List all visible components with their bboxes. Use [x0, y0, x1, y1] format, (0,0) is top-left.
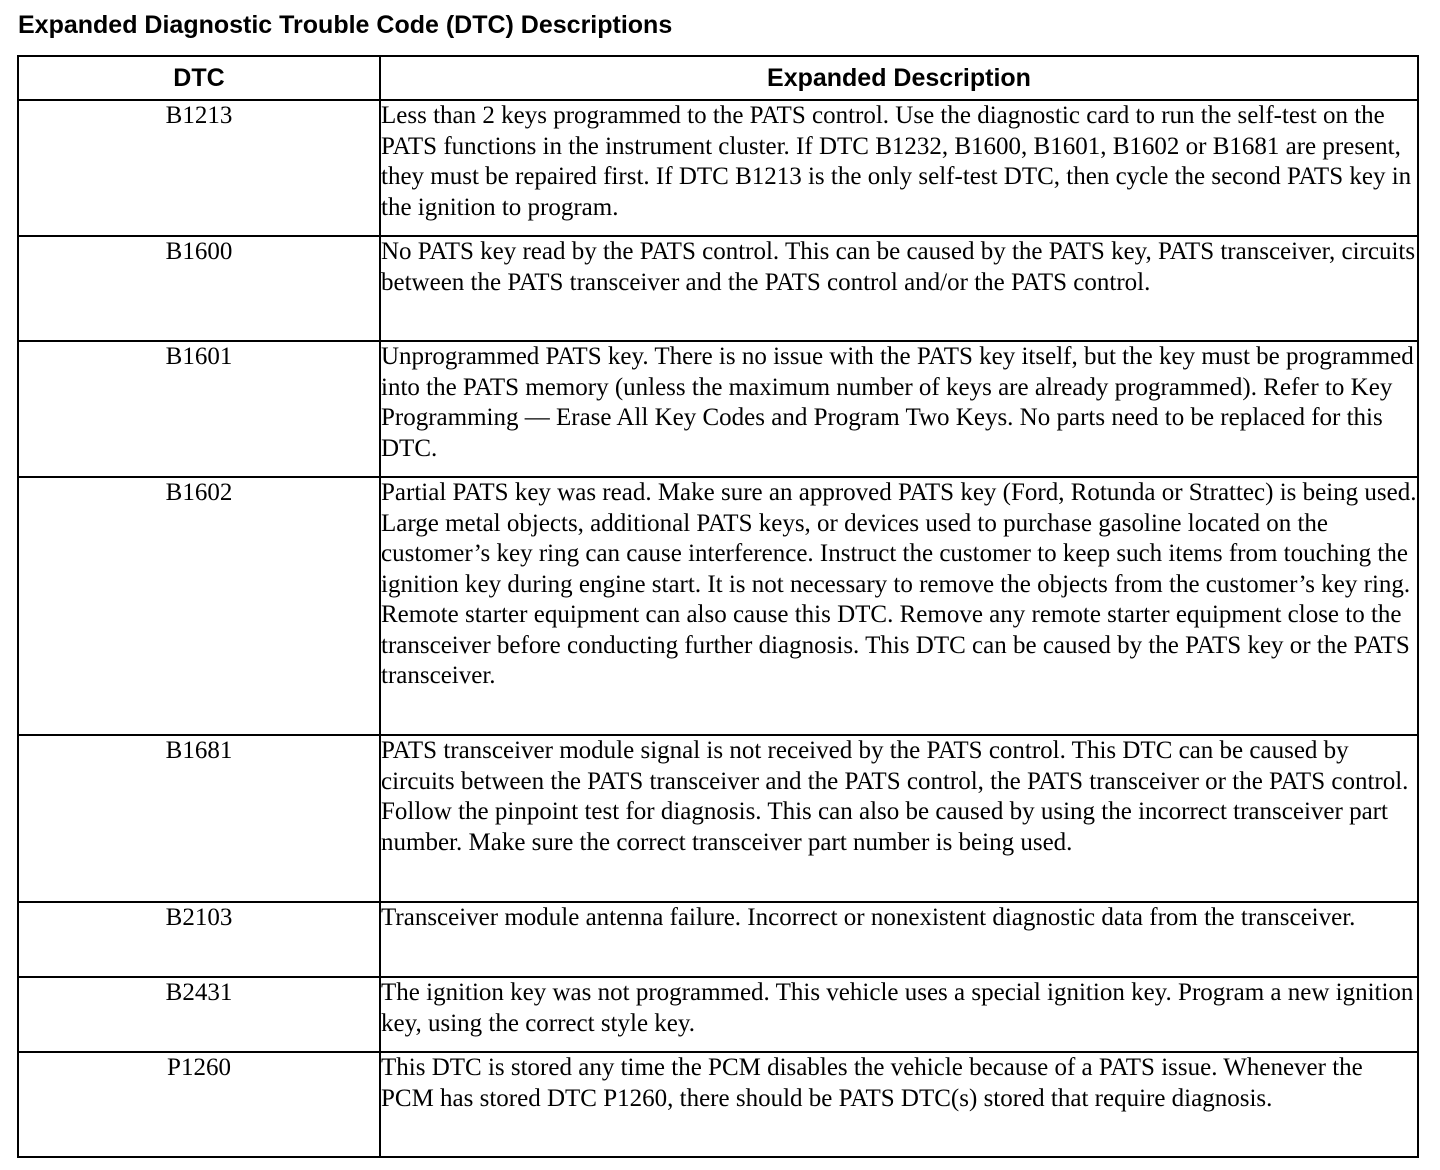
table-row: [18, 1052, 1418, 1157]
column-header-description: Expanded Description: [380, 56, 1418, 100]
table-row: [18, 477, 1418, 735]
dtc-code: B1681: [18, 735, 380, 902]
dtc-code: B1602: [18, 477, 380, 735]
dtc-description: The ignition key was not programmed. This vehicle uses a special ignition key. Program a new ignition key, using the correct style key.: [380, 977, 1418, 1052]
dtc-description: This DTC is stored any time the PCM disables the vehicle because of a PATS issue. Whenever the PCM has stored DTC P1260, there should be PATS DTC(s) stored that require diagnosis.: [380, 1052, 1418, 1157]
dtc-description: Partial PATS key was read. Make sure an approved PATS key (Ford, Rotunda or Strattec) is being used. Large metal objects, additional PATS keys, or devices used to purchase gasoline located on the customer’s key ring can cause interference. Instruct the customer to keep such items from touching the ignition key during engine start. It is not necessary to remove the objects from the customer’s key ring. Remote starter equipment can also cause this DTC. Remove any remote starter equipment close to the transceiver before conducting further diagnosis. This DTC can be caused by the PATS key or the PATS transceiver.: [380, 477, 1418, 735]
dtc-code: B2431: [18, 977, 380, 1052]
dtc-code: B1213: [18, 100, 380, 236]
dtc-table: [17, 55, 1419, 1158]
dtc-description: No PATS key read by the PATS control. This can be caused by the PATS key, PATS transceiver, circuits between the PATS transceiver and the PATS control and/or the PATS control.: [380, 236, 1418, 341]
page-title: Expanded Diagnostic Trouble Code (DTC) Descriptions: [18, 11, 673, 39]
table-row: [18, 341, 1418, 477]
table-row: [18, 902, 1418, 977]
dtc-code: B1601: [18, 341, 380, 477]
column-header-dtc: DTC: [18, 56, 380, 100]
table-header-row: [18, 56, 1418, 100]
dtc-description: PATS transceiver module signal is not received by the PATS control. This DTC can be caused by circuits between the PATS transceiver and the PATS control, the PATS transceiver or the PATS control. Follow the pinpoint test for diagnosis. This can also be caused by using the incorrect transceiver part number. Make sure the correct transceiver part number is being used.: [380, 735, 1418, 902]
dtc-description: Transceiver module antenna failure. Incorrect or nonexistent diagnostic data from the transceiver.: [380, 902, 1418, 977]
dtc-description: Unprogrammed PATS key. There is no issue with the PATS key itself, but the key must be programmed into the PATS memory (unless the maximum number of keys are already programmed). Refer to Key Programming — Erase All Key Codes and Program Two Keys. No parts need to be replaced for this DTC.: [380, 341, 1418, 477]
dtc-code: B1600: [18, 236, 380, 341]
table-row: [18, 735, 1418, 902]
table-row: [18, 100, 1418, 236]
dtc-code: B2103: [18, 902, 380, 977]
table-row: [18, 977, 1418, 1052]
table-row: [18, 236, 1418, 341]
dtc-description: Less than 2 keys programmed to the PATS control. Use the diagnostic card to run the self-test on the PATS functions in the instrument cluster. If DTC B1232, B1600, B1601, B1602 or B1681 are present, they must be repaired first. If DTC B1213 is the only self-test DTC, then cycle the second PATS key in the ignition to program.: [380, 100, 1418, 236]
dtc-code: P1260: [18, 1052, 380, 1157]
